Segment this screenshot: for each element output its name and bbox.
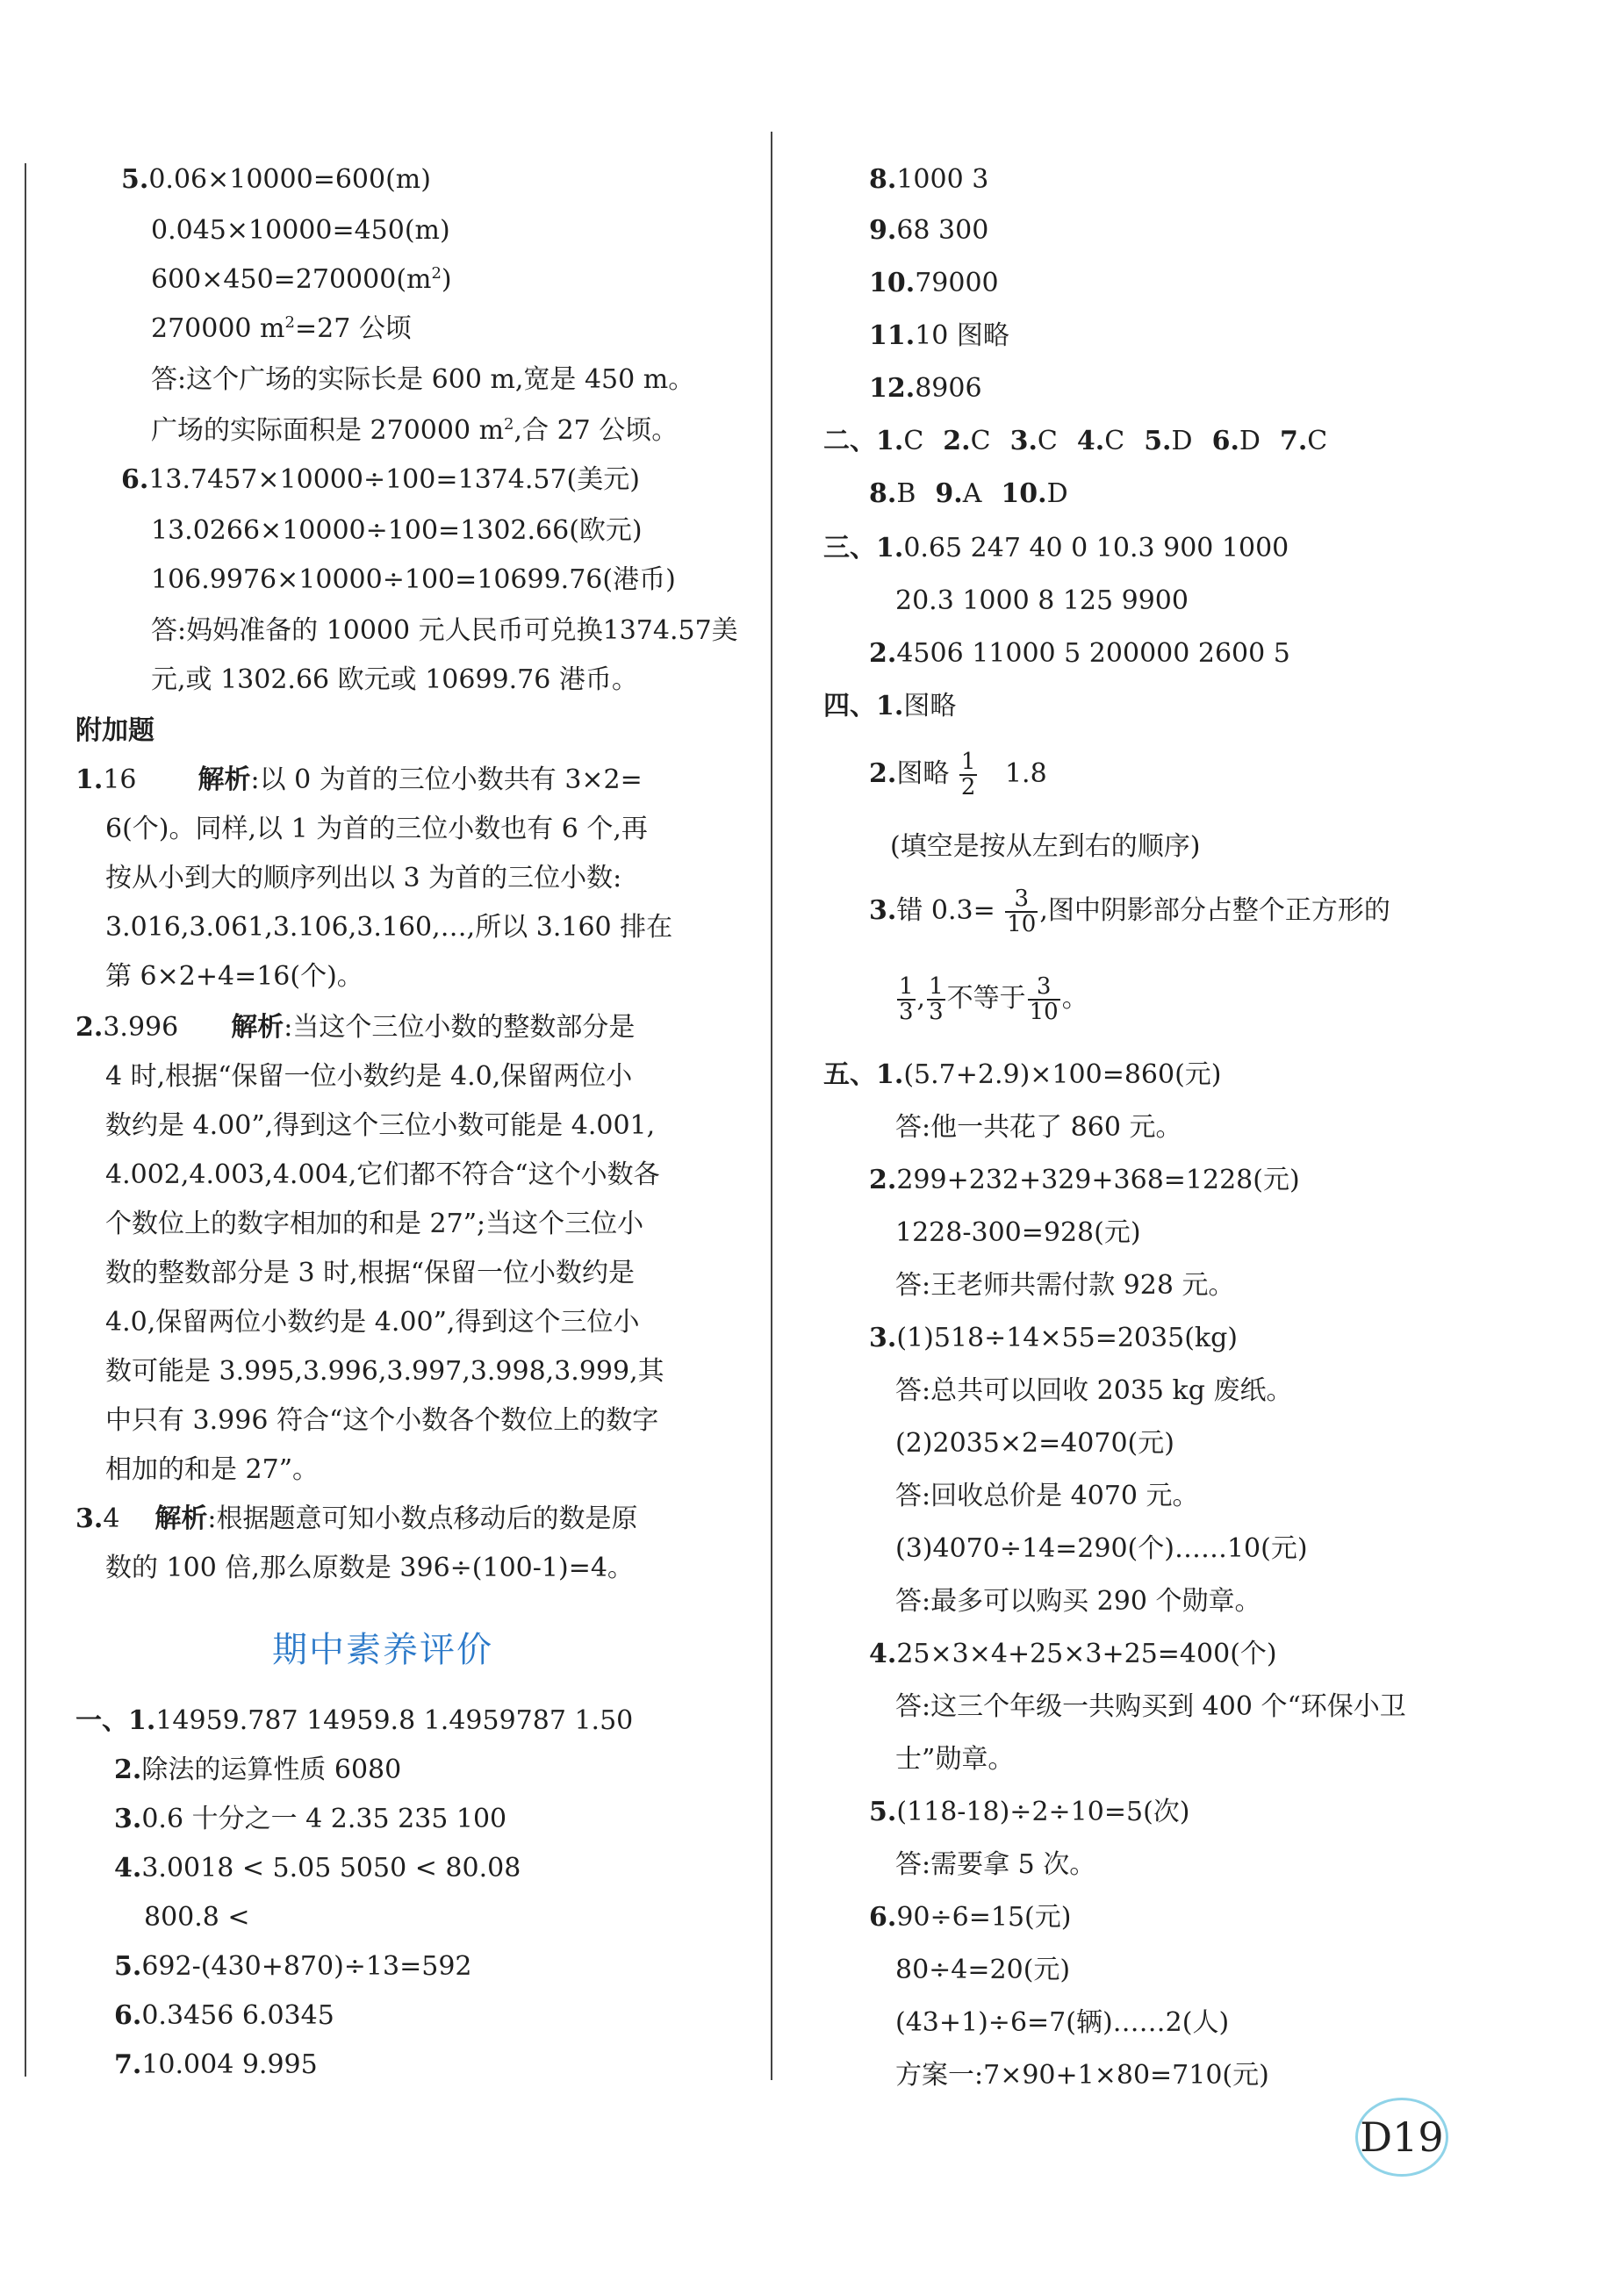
extra1-line3: 按从小到大的顺序列出以 3 为首的三位小数: (105, 863, 622, 893)
sec5-q3-line2: (2)2035×2=4070(元) (895, 1428, 1174, 1459)
extra2-line2: 4 时,根据“保留一位小数约是 4.0,保留两位小 (105, 1061, 633, 1092)
r-q12: 12.8906 (869, 373, 982, 404)
column-divider (771, 132, 772, 2080)
q6-line3: 106.9976×10000÷100=10699.76(港币) (151, 564, 676, 595)
sec5-q1: 五、1.(5.7+2.9)×100=860(元) (823, 1059, 1222, 1090)
extra2-line5: 个数位上的数字相加的和是 27”;当这个三位小 (105, 1209, 644, 1239)
sec5-a4: 答:这三个年级一共购买到 400 个“环保小卫 (895, 1691, 1406, 1722)
midterm-q5: 5.692-(430+870)÷13=592 (114, 1951, 472, 1982)
extra1-line4: 3.016,3.061,3.106,3.160,…,所以 3.160 排在 (105, 912, 673, 943)
sec5-a3b: 答:回收总价是 4070 元。 (895, 1481, 1199, 1511)
extra2-line3: 数约是 4.00”,得到这个三位小数可能是 4.001, (105, 1110, 656, 1141)
sec5-q2: 2.299+232+329+368=1228(元) (869, 1165, 1300, 1195)
q6-line2: 13.0266×10000÷100=1302.66(欧元) (151, 515, 643, 546)
sec5-a1: 答:他一共花了 860 元。 (895, 1112, 1182, 1143)
sec5-a3c: 答:最多可以购买 290 个勋章。 (895, 1586, 1261, 1617)
fraction-one-half: $\frac{1}{2}$ (960, 748, 976, 800)
extra1-line2: 6(个)。同样,以 1 为首的三位小数也有 6 个,再 (105, 814, 648, 844)
sec4-q3: 3.错 0.3= $\frac{3}{10}$ ,图中阴影部分占整个正方形的 (869, 885, 1390, 937)
sec5-q6-line4: 方案一:7×90+1×80=710(元) (895, 2060, 1269, 2091)
extra2-line7: 4.0,保留两位小数约是 4.00”,得到这个三位小 (105, 1307, 640, 1338)
sec5-q4: 4.25×3×4+25×3+25=400(个) (869, 1639, 1277, 1669)
sec5-a3: 答:总共可以回收 2035 kg 废纸。 (895, 1375, 1293, 1406)
q5-line2: 0.045×10000=450(m) (151, 215, 450, 246)
q5-answer: 答:这个广场的实际长是 600 m,宽是 450 m。 (151, 364, 695, 395)
extra3-line2: 数的 100 倍,那么原数是 396÷(100-1)=4。 (105, 1553, 634, 1583)
midterm-title: 期中素养评价 (272, 1630, 493, 1670)
extra1-line1: 1.16 解析:以 0 为首的三位小数共有 3×2= (75, 764, 643, 795)
fraction-three-tenths: $\frac{3}{10}$ (1007, 885, 1037, 937)
extra2-line1: 2.3.996 解析:当这个三位小数的整数部分是 (75, 1012, 636, 1043)
q5-answer-2: 广场的实际面积是 270000 $m^2$,合 27 公顷。 (151, 415, 679, 446)
r-q9: 9.68 300 (869, 215, 989, 246)
sec5-q6: 6.90÷6=15(元) (869, 1902, 1072, 1933)
extra2-line9: 中只有 3.996 符合“这个小数各个数位上的数字 (105, 1405, 659, 1436)
r-q11: 11.10 图略 (869, 320, 1009, 351)
sec4-q2: 2.图略 $\frac{1}{2}$ 1.8 (869, 748, 1047, 800)
q6-answer-2: 元,或 1302.66 欧元或 10699.76 港币。 (151, 664, 638, 695)
fraction-one-third: $\frac{1}{3}$ (899, 972, 914, 1025)
sec4-note: (填空是按从左到右的顺序) (890, 831, 1201, 862)
midterm-q3: 3.0.6 十分之一 4 2.35 235 100 (114, 1804, 507, 1834)
sec3-line3: 2.4506 11000 5 200000 2600 5 (869, 638, 1290, 669)
extra2-line6: 数的整数部分是 3 时,根据“保留一位小数约是 (105, 1258, 636, 1288)
extra1-line5: 第 6×2+4=16(个)。 (105, 961, 363, 992)
sec5-a4-line2: 士”勋章。 (895, 1744, 1015, 1775)
extra-heading: 附加题 (75, 715, 154, 746)
midterm-q1: 一、1.14959.787 14959.8 1.4959787 1.50 (75, 1705, 634, 1736)
q5-line4: 270000 $m^2=27$ 公顷 (151, 313, 412, 344)
sec5-q5: 5.(118-18)÷2÷10=5(次) (869, 1797, 1190, 1827)
sec5-q2-line2: 1228-300=928(元) (895, 1217, 1141, 1248)
extra2-line4: 4.002,4.003,4.004,它们都不符合“这个小数各 (105, 1159, 660, 1190)
sec2-line1: 二、1.C 2.C 3.C 4.C 5.D 6.D 7.C (823, 426, 1328, 456)
midterm-q2: 2.除法的运算性质 6080 (114, 1754, 402, 1785)
fraction-one-third-2: $\frac{1}{3}$ (929, 972, 944, 1025)
sec3-line2: 20.3 1000 8 125 9900 (895, 585, 1189, 616)
sec5-q6-line3: (43+1)÷6=7(辆)……2(人) (895, 2007, 1230, 2038)
extra2-line8: 数可能是 3.995,3.996,3.997,3.998,3.999,其 (105, 1356, 664, 1387)
q5-line3: $600\times 450=270000(m^2)$ (151, 264, 452, 295)
extra3-line1: 3.4 解析:根据题意可知小数点移动后的数是原 (75, 1503, 638, 1534)
r-q10: 10.79000 (869, 268, 999, 298)
page-number-badge: D19 (1355, 2098, 1448, 2177)
q6-answer: 答:妈妈准备的 10000 元人民币可兑换1374.57美 (151, 615, 738, 646)
fraction-three-tenths-2: $\frac{3}{10}$ (1029, 972, 1059, 1025)
sec2-line2: 8.B 9.A 10.D (869, 478, 1068, 509)
sec4-q1: 四、1.图略 (823, 691, 957, 721)
sec5-a5: 答:需要拿 5 次。 (895, 1849, 1096, 1880)
q5-line1: 5.0.06×10000=600(m) (121, 164, 431, 195)
midterm-q4: 4.3.0018 < 5.05 5050 < 80.08 (114, 1853, 521, 1883)
midterm-q4-line2: 800.8 < (144, 1902, 250, 1933)
r-q8: 8.1000 3 (869, 164, 989, 195)
sec5-a2: 答:王老师共需付款 928 元。 (895, 1270, 1235, 1301)
sec3-line1: 三、1.0.65 247 40 0 10.3 900 1000 (823, 533, 1289, 563)
sec5-q3: 3.(1)518÷14×55=2035(kg) (869, 1323, 1238, 1353)
extra2-line10: 相加的和是 27”。 (105, 1454, 320, 1485)
q6-line1: 6.13.7457×10000÷100=1374.57(美元) (121, 464, 640, 495)
sec5-q3-line3: (3)4070÷14=290(个)……10(元) (895, 1533, 1308, 1564)
midterm-q7: 7.10.004 9.995 (114, 2049, 318, 2080)
sec5-q6-line2: 80÷4=20(元) (895, 1955, 1071, 1985)
left-margin-rule (25, 163, 26, 2077)
midterm-q6: 6.0.3456 6.0345 (114, 2000, 334, 2031)
sec4-q3-line2: $\frac{1}{3}$ , $\frac{1}{3}$ 不等于 $\frac{3}{10}$ 。 (899, 972, 1088, 1025)
